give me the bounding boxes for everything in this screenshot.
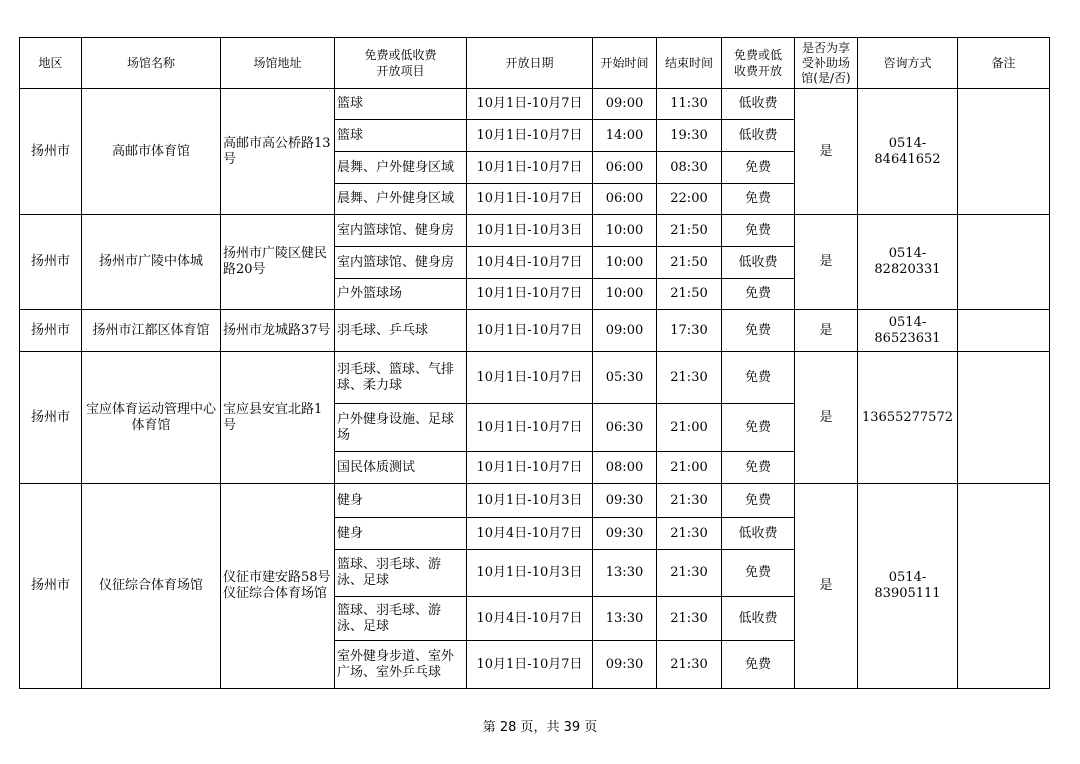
- start-time-cell: 10:00: [593, 279, 657, 310]
- end-time-cell: 21:30: [657, 550, 722, 597]
- start-time-cell: 09:00: [593, 89, 657, 120]
- table-row: [20, 215, 1050, 247]
- item-cell: 室内篮球馆、健身房: [335, 215, 467, 247]
- contact-cell: 0514-83905111: [858, 484, 958, 689]
- header-open-date: 开放日期: [467, 38, 593, 89]
- venue-address-cell: 扬州市广陵区健民路20号: [221, 215, 335, 310]
- header-end-time: 结束时间: [657, 38, 722, 89]
- end-time-cell: 08:30: [657, 152, 722, 184]
- end-time-cell: 21:00: [657, 404, 722, 452]
- region-cell: 扬州市: [20, 484, 82, 689]
- venue-name-cell: 扬州市广陵中体城: [82, 215, 221, 310]
- table-row: [20, 352, 1050, 404]
- fee-cell: 免费: [722, 484, 795, 518]
- start-time-cell: 10:00: [593, 247, 657, 279]
- region-cell: 扬州市: [20, 89, 82, 215]
- venue-name-cell: 扬州市江都区体育馆: [82, 310, 221, 352]
- start-time-cell: 08:00: [593, 452, 657, 484]
- item-cell: 健身: [335, 484, 467, 518]
- item-cell: 国民体质测试: [335, 452, 467, 484]
- item-cell: 篮球: [335, 120, 467, 152]
- subsidized-cell: 是: [795, 89, 858, 215]
- end-time-cell: 21:30: [657, 597, 722, 641]
- date-cell: 10月1日-10月7日: [467, 120, 593, 152]
- header-venue-name: 场馆名称: [82, 38, 221, 89]
- start-time-cell: 05:30: [593, 352, 657, 404]
- header-subsidized: 是否为享 受补助场 馆(是/否): [795, 38, 858, 89]
- start-time-cell: 09:30: [593, 518, 657, 550]
- end-time-cell: 21:30: [657, 641, 722, 689]
- subsidized-cell: 是: [795, 215, 858, 310]
- fee-cell: 免费: [722, 310, 795, 352]
- start-time-cell: 06:30: [593, 404, 657, 452]
- date-cell: 10月1日-10月3日: [467, 550, 593, 597]
- subsidized-cell: 是: [795, 352, 858, 484]
- start-time-cell: 10:00: [593, 215, 657, 247]
- contact-cell: 0514-84641652: [858, 89, 958, 215]
- end-time-cell: 21:50: [657, 215, 722, 247]
- end-time-cell: 17:30: [657, 310, 722, 352]
- date-cell: 10月4日-10月7日: [467, 247, 593, 279]
- date-cell: 10月1日-10月7日: [467, 352, 593, 404]
- fee-cell: 免费: [722, 404, 795, 452]
- fee-cell: 免费: [722, 184, 795, 215]
- item-cell: 健身: [335, 518, 467, 550]
- fee-cell: 低收费: [722, 247, 795, 279]
- date-cell: 10月1日-10月3日: [467, 215, 593, 247]
- subsidized-cell: 是: [795, 484, 858, 689]
- item-cell: 篮球: [335, 89, 467, 120]
- fee-cell: 免费: [722, 215, 795, 247]
- venue-name-cell: 宝应体育运动管理中心体育馆: [82, 352, 221, 484]
- end-time-cell: 22:00: [657, 184, 722, 215]
- start-time-cell: 13:30: [593, 597, 657, 641]
- page-footer: 第 28 页，共 39 页: [482, 720, 598, 735]
- remarks-cell: [958, 310, 1050, 352]
- date-cell: 10月1日-10月7日: [467, 404, 593, 452]
- start-time-cell: 06:00: [593, 152, 657, 184]
- table-row: [20, 89, 1050, 120]
- venue-address-cell: 仪征市建安路58号仪征综合体育场馆: [221, 484, 335, 689]
- region-cell: 扬州市: [20, 215, 82, 310]
- date-cell: 10月1日-10月7日: [467, 641, 593, 689]
- end-time-cell: 21:30: [657, 352, 722, 404]
- contact-cell: 13655277572: [858, 352, 958, 484]
- header-region: 地区: [20, 38, 82, 89]
- remarks-cell: [958, 352, 1050, 484]
- date-cell: 10月1日-10月3日: [467, 484, 593, 518]
- date-cell: 10月4日-10月7日: [467, 518, 593, 550]
- item-cell: 室内篮球馆、健身房: [335, 247, 467, 279]
- end-time-cell: 19:30: [657, 120, 722, 152]
- fee-cell: 免费: [722, 452, 795, 484]
- fee-cell: 免费: [722, 152, 795, 184]
- contact-cell: 0514-86523631: [858, 310, 958, 352]
- end-time-cell: 21:30: [657, 484, 722, 518]
- contact-cell: 0514-82820331: [858, 215, 958, 310]
- item-cell: 羽毛球、乒乓球: [335, 310, 467, 352]
- end-time-cell: 21:00: [657, 452, 722, 484]
- remarks-cell: [958, 89, 1050, 215]
- venue-address-cell: 扬州市龙城路37号: [221, 310, 335, 352]
- date-cell: 10月1日-10月7日: [467, 452, 593, 484]
- header-items: 免费或低收费 开放项目: [335, 38, 467, 89]
- start-time-cell: 09:00: [593, 310, 657, 352]
- header-fee-type: 免费或低 收费开放: [722, 38, 795, 89]
- item-cell: 篮球、羽毛球、游泳、足球: [335, 550, 467, 597]
- fee-cell: 低收费: [722, 120, 795, 152]
- remarks-cell: [958, 215, 1050, 310]
- region-cell: 扬州市: [20, 310, 82, 352]
- fee-cell: 免费: [722, 279, 795, 310]
- start-time-cell: 06:00: [593, 184, 657, 215]
- date-cell: 10月4日-10月7日: [467, 597, 593, 641]
- start-time-cell: 09:30: [593, 641, 657, 689]
- header-venue-address: 场馆地址: [221, 38, 335, 89]
- date-cell: 10月1日-10月7日: [467, 184, 593, 215]
- table-header-row: [20, 38, 1050, 89]
- venue-name-cell: 仪征综合体育场馆: [82, 484, 221, 689]
- start-time-cell: 14:00: [593, 120, 657, 152]
- fee-cell: 低收费: [722, 89, 795, 120]
- item-cell: 羽毛球、篮球、气排球、柔力球: [335, 352, 467, 404]
- end-time-cell: 11:30: [657, 89, 722, 120]
- fee-cell: 免费: [722, 641, 795, 689]
- end-time-cell: 21:50: [657, 279, 722, 310]
- subsidized-cell: 是: [795, 310, 858, 352]
- remarks-cell: [958, 484, 1050, 689]
- table-row: [20, 310, 1050, 352]
- date-cell: 10月1日-10月7日: [467, 310, 593, 352]
- item-cell: 室外健身步道、室外广场、室外乒乓球: [335, 641, 467, 689]
- venue-address-cell: 宝应县安宜北路1号: [221, 352, 335, 484]
- venue-name-cell: 高邮市体育馆: [82, 89, 221, 215]
- venue-schedule-table: [19, 37, 1050, 689]
- table-row: [20, 484, 1050, 518]
- end-time-cell: 21:50: [657, 247, 722, 279]
- header-start-time: 开始时间: [593, 38, 657, 89]
- start-time-cell: 09:30: [593, 484, 657, 518]
- item-cell: 晨舞、户外健身区域: [335, 152, 467, 184]
- fee-cell: 低收费: [722, 597, 795, 641]
- item-cell: 户外篮球场: [335, 279, 467, 310]
- header-contact: 咨询方式: [858, 38, 958, 89]
- fee-cell: 免费: [722, 550, 795, 597]
- date-cell: 10月1日-10月7日: [467, 89, 593, 120]
- fee-cell: 低收费: [722, 518, 795, 550]
- date-cell: 10月1日-10月7日: [467, 152, 593, 184]
- venue-address-cell: 高邮市高公桥路13号: [221, 89, 335, 215]
- table-body: [20, 89, 1050, 689]
- region-cell: 扬州市: [20, 352, 82, 484]
- item-cell: 篮球、羽毛球、游泳、足球: [335, 597, 467, 641]
- date-cell: 10月1日-10月7日: [467, 279, 593, 310]
- start-time-cell: 13:30: [593, 550, 657, 597]
- fee-cell: 免费: [722, 352, 795, 404]
- item-cell: 户外健身设施、足球场: [335, 404, 467, 452]
- header-remarks: 备注: [958, 38, 1050, 89]
- end-time-cell: 21:30: [657, 518, 722, 550]
- item-cell: 晨舞、户外健身区域: [335, 184, 467, 215]
